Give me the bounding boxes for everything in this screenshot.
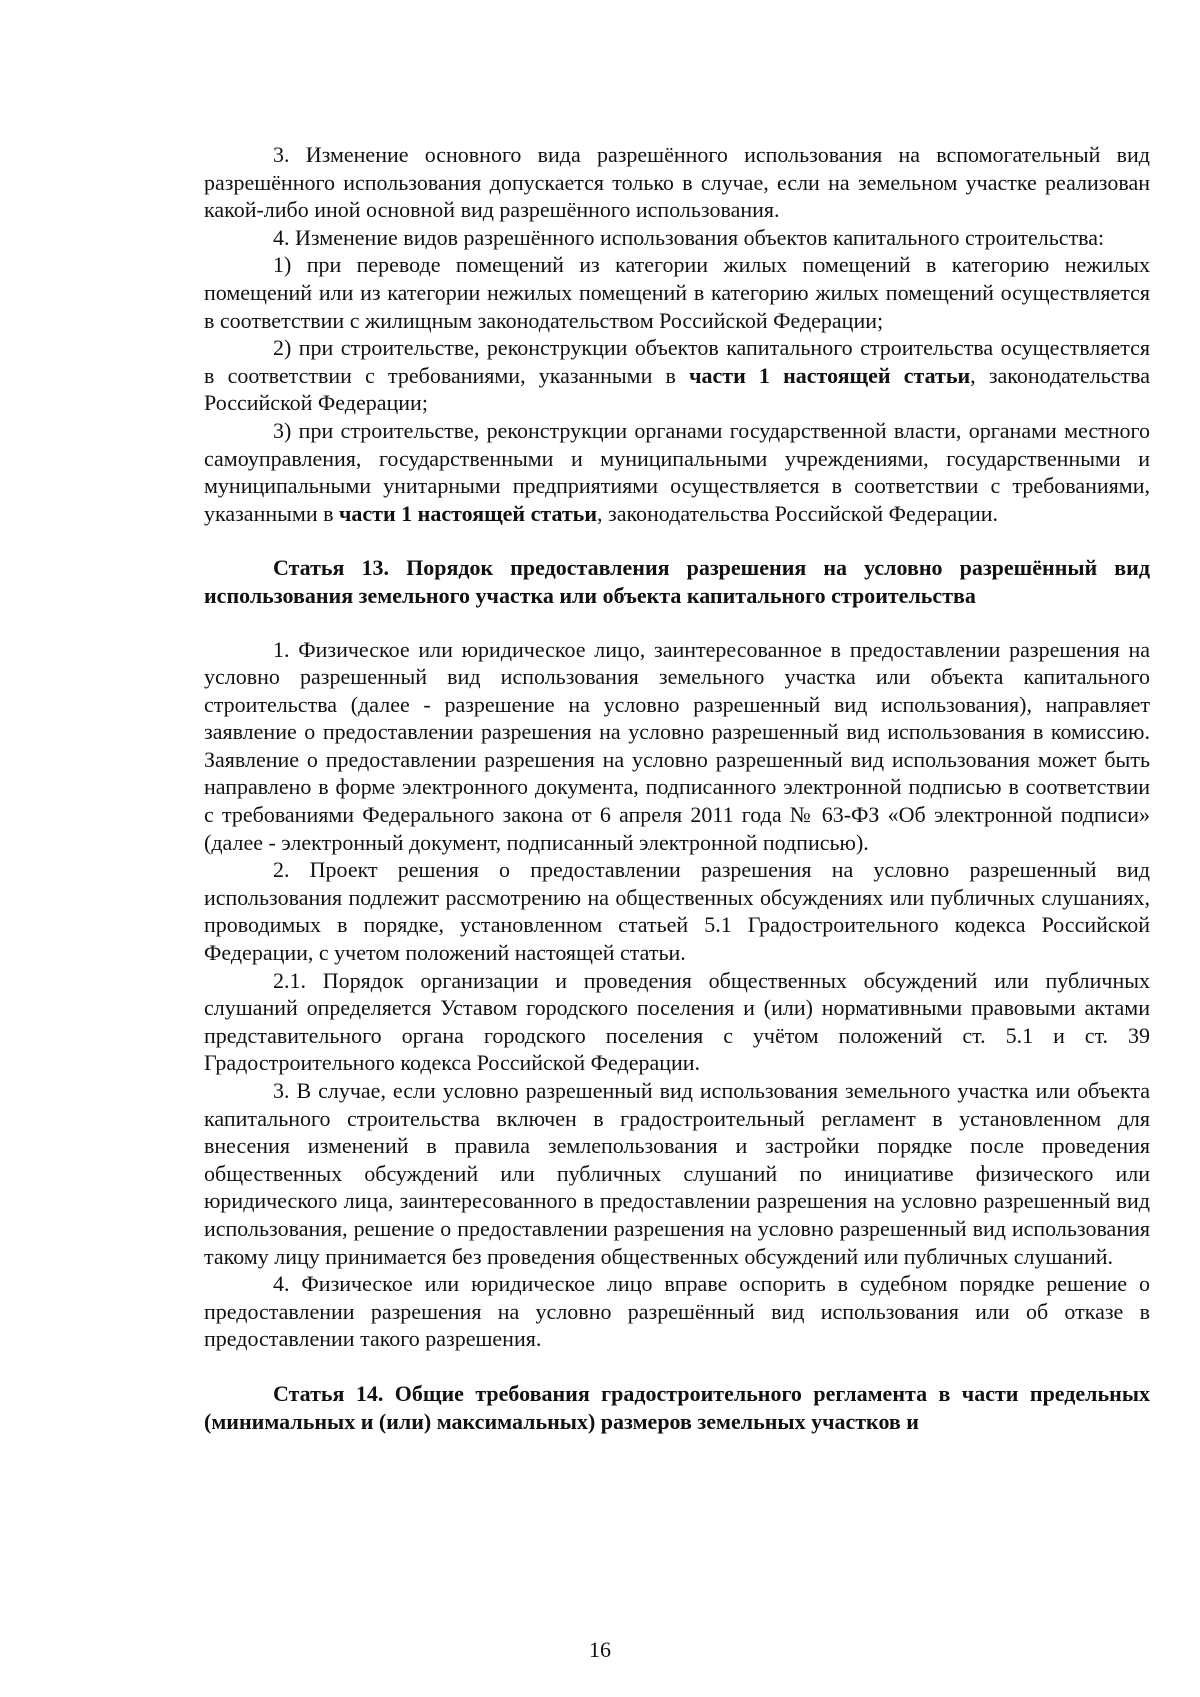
article12-paragraph-4-item-2 [204,334,1150,417]
article12-paragraph-4: 4. Изменение видов разрешённого использования объектов капитального строительства: [273,224,1105,250]
item-2-text-end: , законодательства Российской Федерации; [204,362,1151,416]
article12-paragraph-4-item-3 [204,417,1150,527]
article13-paragraph-2: 2. Проект решения о предоставлении разрешения на условно разрешенный вид использования подлежит рассмотрению на общественных обсуждениях или публичных слушаниях, проводимых в порядке, установленном статьей 5.1 Градостроительного кодекса Российской Федерации, с учетом положений настоящей статьи. [204,857,1150,966]
item-3-text-end: , законодательства Российской Федерации. [597,500,999,526]
article13-paragraph-4: 4. Физическое или юридическое лицо вправе оспорить в судебном порядке решение о предоставлении разрешения на условно разрешённый вид использования или об отказе в предоставлении такого разрешения. [204,1271,1150,1352]
item-3-reference: части 1 настоящей статьи [339,500,597,526]
article14-heading: Статья 14. Общие требования градостроительного регламента в части предельных (минимальных и (или) максимальных) размеров земельных участков и [204,1380,1150,1434]
document-page [204,141,1150,1435]
item-3-text: 3) при строительстве, реконструкции органами государственной власти, органами местного самоуправления, государственными и муниципальными учреждениями, государственными и муниципальными унитарными предприятиями осуществляется в соответствии с требованиями, указанными в [204,417,1150,526]
spacer [204,527,1150,554]
spacer [204,1353,1150,1380]
page-number: 16 [589,1637,611,1662]
article12-paragraph-3: 3. Изменение основного вида разрешённого использования на вспомогательный вид разрешённого использования допускается только в случае, если на земельном участке реализован какой-либо иной основной вид разрешённого использования. [204,142,1150,223]
article12-paragraph-4-item-1: 1) при переводе помещений из категории жилых помещений в категорию нежилых помещений или из категории нежилых помещений в категорию жилых помещений осуществляется в соответствии с жилищным законодательством Российской Федерации; [204,252,1150,333]
item-2-text: 2) при строительстве, реконструкции объектов капитального строительства осуществляется в соответствии с требованиями, указанными в [204,335,1150,388]
item-2-reference: части 1 настоящей статьи [689,362,971,388]
article13-paragraph-3: 3. В случае, если условно разрешенный вид использования земельного участка или объекта капитального строительства включен в градостроительный регламент в установленном для внесения изменений в правила землепользования и застройки порядке после проведения общественных обсуждений или публичных слушаний по инициативе физического или юридического лица, заинтересованного в предоставлении разрешения на условно разрешенный вид использования, решение о предоставлении разрешения на условно разрешенный вид использования такому лицу принимается без проведения общественных обсуждений или публичных слушаний. [204,1078,1150,1269]
spacer [204,610,1150,636]
article13-paragraph-1: 1. Физическое или юридическое лицо, заинтересованное в предоставлении разрешения на условно разрешенный вид использования земельного участка или объекта капитального строительства (далее - разрешение на условно разрешенный вид использования), направляет заявление о предоставлении разрешения на условно разрешенный вид использования в комиссию. Заявление о предоставлении разрешения на условно разрешенный вид использования может быть направлено в форме электронного документа, подписанного электронной подписью в соответствии с требованиями Федерального закона от 6 апреля 2011 года № 63-ФЗ «Об электронной подписи» (далее - электронный документ, подписанный электронной подписью). [204,636,1150,855]
article13-paragraph-2-1: 2.1. Порядок организации и проведения общественных обсуждений или публичных слушаний определяется Уставом городского поселения и (или) нормативными правовыми актами представительного органа городского поселения с учётом положений ст. 5.1 и ст. 39 Градостроительного кодекса Российской Федерации. [204,967,1150,1076]
article13-heading: Статья 13. Порядок предоставления разрешения на условно разрешённый вид использования земельного участка или объекта капитального строительства [204,555,1150,608]
